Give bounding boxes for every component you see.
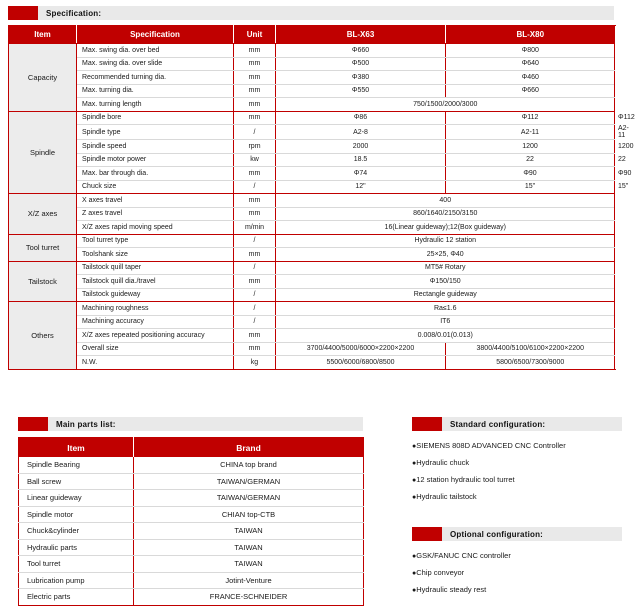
spec-value-cell-x80a: A2-11 bbox=[446, 125, 615, 140]
optional-config-section-label: Optional configuration: bbox=[450, 529, 544, 539]
table-row: Spindle motor power kw 18.5 22 22 bbox=[9, 153, 615, 167]
spec-unit-cell: mm bbox=[234, 194, 276, 208]
table-row bbox=[19, 457, 364, 473]
part-brand-cell: TAIWAN/GERMAN bbox=[134, 490, 364, 507]
spec-name-cell: Overall size bbox=[77, 342, 234, 356]
spec-value-cell-merged: Rectangle guideway bbox=[276, 288, 615, 302]
table-row bbox=[9, 248, 615, 262]
table-row bbox=[9, 44, 615, 58]
spec-name-cell: Tailstock guideway bbox=[77, 288, 234, 302]
optional-config-list bbox=[412, 548, 632, 599]
spec-unit-cell: mm bbox=[234, 111, 276, 125]
spec-value-cell-x63: A2-8 bbox=[276, 125, 446, 140]
parts-header-item: Item bbox=[19, 438, 134, 458]
spec-group-label: X/Z axes bbox=[9, 194, 77, 235]
bullet-icon: ● bbox=[412, 494, 417, 501]
spec-unit-cell: mm bbox=[234, 275, 276, 289]
part-brand-cell: TAIWAN bbox=[134, 539, 364, 556]
part-item-cell: Electric parts bbox=[19, 589, 134, 606]
bullet-icon: ● bbox=[412, 460, 417, 467]
spec-value-cell-x80a: 15" bbox=[446, 180, 615, 194]
table-row bbox=[19, 490, 364, 507]
spec-value-cell-x63: Φ86 bbox=[276, 111, 446, 125]
spec-name-cell: Machining roughness bbox=[77, 302, 234, 316]
spec-value-cell-merged: 16(Linear guideway);12(Box guideway) bbox=[276, 221, 615, 235]
spec-value-cell-merged: 400 bbox=[276, 194, 615, 208]
accent-swatch bbox=[412, 527, 442, 541]
spec-unit-cell: / bbox=[234, 261, 276, 275]
part-item-cell: Lubrication pump bbox=[19, 572, 134, 589]
spec-value-cell-x63: Φ550 bbox=[276, 84, 446, 98]
part-brand-cell: TAIWAN bbox=[134, 523, 364, 540]
spec-name-cell: Max. turning dia. bbox=[77, 84, 234, 98]
spec-unit-cell: mm bbox=[234, 98, 276, 112]
bullet-icon: ● bbox=[412, 553, 417, 560]
table-row: Chuck size / 12" 15" 15" bbox=[9, 180, 615, 194]
standard-config-list bbox=[412, 438, 632, 506]
spec-value-cell-x80: Φ640 bbox=[446, 57, 615, 71]
table-row bbox=[19, 539, 364, 556]
standard-config-section-label: Standard configuration: bbox=[450, 419, 546, 429]
standard-config-item bbox=[412, 455, 632, 472]
config-item-label: Chip conveyor bbox=[416, 568, 465, 577]
header-unit: Unit bbox=[234, 26, 276, 44]
accent-swatch bbox=[18, 417, 48, 431]
table-row bbox=[9, 221, 615, 235]
spec-name-cell: X/Z axes repeated positioning accuracy bbox=[77, 329, 234, 343]
part-item-cell: Ball screw bbox=[19, 473, 134, 490]
table-row bbox=[19, 556, 364, 573]
spec-group-label: Tool turret bbox=[9, 234, 77, 261]
spec-value-cell-merged: 25×25, Φ40 bbox=[276, 248, 615, 262]
spec-unit-cell: mm bbox=[234, 167, 276, 181]
spec-value-cell-merged: IT6 bbox=[276, 315, 615, 329]
spec-value-cell-x80: 3800/4400/5100/6100×2200×2200 bbox=[446, 342, 615, 356]
spec-name-cell: Max. swing dia. over bed bbox=[77, 44, 234, 58]
config-item-label: Hydraulic steady rest bbox=[416, 585, 487, 594]
spec-value-cell-x63: 18.5 bbox=[276, 153, 446, 167]
parts-header-row bbox=[19, 438, 364, 458]
table-row: Spindle type / A2-8 A2-11 A2-11 bbox=[9, 125, 615, 140]
table-row bbox=[9, 98, 615, 112]
part-brand-cell: CHIAN top-CTB bbox=[134, 506, 364, 523]
spec-value-cell-merged: Ra≤1.6 bbox=[276, 302, 615, 316]
header-blx80: BL-X80 bbox=[446, 26, 615, 44]
specification-table bbox=[8, 25, 635, 370]
standard-config-item bbox=[412, 438, 632, 455]
spec-name-cell: X axes travel bbox=[77, 194, 234, 208]
table-row bbox=[9, 57, 615, 71]
spec-unit-cell: mm bbox=[234, 329, 276, 343]
optional-config-item bbox=[412, 548, 632, 565]
table-row bbox=[9, 261, 615, 275]
bullet-icon: ● bbox=[412, 587, 417, 594]
spec-value-cell-x80: Φ800 bbox=[446, 44, 615, 58]
spec-group-label: Others bbox=[9, 302, 77, 370]
table-row bbox=[19, 506, 364, 523]
config-item-label: Hydraulic tailstock bbox=[416, 492, 477, 501]
spec-value-cell-x63: Φ660 bbox=[276, 44, 446, 58]
spec-unit-cell: mm bbox=[234, 342, 276, 356]
table-row bbox=[19, 473, 364, 490]
header-specification: Specification bbox=[77, 26, 234, 44]
spec-unit-cell: mm bbox=[234, 248, 276, 262]
table-row bbox=[19, 572, 364, 589]
header-item: Item bbox=[9, 26, 77, 44]
spec-value-cell-x80: Φ660 bbox=[446, 84, 615, 98]
table-row bbox=[9, 234, 615, 248]
standard-config-section-header bbox=[412, 417, 622, 431]
spec-unit-cell: mm bbox=[234, 57, 276, 71]
spec-unit-cell: mm bbox=[234, 44, 276, 58]
spec-name-cell: Max. bar through dia. bbox=[77, 167, 234, 181]
spec-value-cell-x80: 5800/6500/7300/9000 bbox=[446, 356, 615, 370]
spec-name-cell: Recommended turning dia. bbox=[77, 71, 234, 85]
table-row bbox=[9, 315, 615, 329]
table-row bbox=[9, 84, 615, 98]
table-row: Spindle Spindle bore mm Φ86 Φ112 Φ112 bbox=[9, 111, 615, 125]
spec-name-cell: Spindle speed bbox=[77, 140, 234, 154]
spec-value-cell-x80a: 1200 bbox=[446, 140, 615, 154]
spec-value-cell-x63: 12" bbox=[276, 180, 446, 194]
table-row: Max. bar through dia. mm Φ74 Φ90 Φ90 bbox=[9, 167, 615, 181]
optional-config-item bbox=[412, 565, 632, 582]
spec-name-cell: Tailstock quill taper bbox=[77, 261, 234, 275]
table-row bbox=[9, 329, 615, 343]
spec-value-cell-merged: 860/1640/2150/3150 bbox=[276, 207, 615, 221]
spec-name-cell: Max. swing dia. over slide bbox=[77, 57, 234, 71]
main-parts-table bbox=[18, 437, 364, 606]
spec-name-cell: X/Z axes rapid moving speed bbox=[77, 221, 234, 235]
spec-value-cell-x80a: 22 bbox=[446, 153, 615, 167]
accent-swatch bbox=[8, 6, 38, 20]
spec-unit-cell: mm bbox=[234, 71, 276, 85]
specification-section-header bbox=[8, 6, 614, 20]
optional-config-item bbox=[412, 582, 632, 599]
spec-unit-cell: kw bbox=[234, 153, 276, 167]
parts-header-brand: Brand bbox=[134, 438, 364, 458]
optional-config-section-header bbox=[412, 527, 622, 541]
table-row: Spindle speed rpm 2000 1200 1200 bbox=[9, 140, 615, 154]
spec-unit-cell: / bbox=[234, 315, 276, 329]
specification-section-label: Specification: bbox=[46, 8, 102, 18]
spec-name-cell: Toolshank size bbox=[77, 248, 234, 262]
part-item-cell: Spindle motor bbox=[19, 506, 134, 523]
spec-unit-cell: / bbox=[234, 180, 276, 194]
main-parts-section-label: Main parts list: bbox=[56, 419, 116, 429]
spec-value-cell-x63: 5500/6000/6800/8500 bbox=[276, 356, 446, 370]
part-brand-cell: CHINA top brand bbox=[134, 457, 364, 473]
table-header-row bbox=[9, 26, 615, 44]
table-row bbox=[9, 356, 615, 370]
spec-value-cell-x63: Φ500 bbox=[276, 57, 446, 71]
part-brand-cell: TAIWAN bbox=[134, 556, 364, 573]
table-row bbox=[9, 288, 615, 302]
spec-value-cell-merged: 750/1500/2000/3000 bbox=[276, 98, 615, 112]
table-row bbox=[9, 302, 615, 316]
standard-config-item bbox=[412, 472, 632, 489]
bullet-icon: ● bbox=[412, 477, 417, 484]
spec-unit-cell: / bbox=[234, 234, 276, 248]
table-row bbox=[9, 342, 615, 356]
table-row bbox=[9, 71, 615, 85]
spec-value-cell-x80a: Φ112 bbox=[446, 111, 615, 125]
table-row bbox=[9, 207, 615, 221]
spec-value-cell-merged: Φ150/150 bbox=[276, 275, 615, 289]
spec-name-cell: Tool turret type bbox=[77, 234, 234, 248]
config-item-label: 12 station hydraulic tool turret bbox=[416, 475, 515, 484]
spec-unit-cell: kg bbox=[234, 356, 276, 370]
table-row bbox=[9, 275, 615, 289]
spec-name-cell: Z axes travel bbox=[77, 207, 234, 221]
spec-name-cell: Tailstock quill dia./travel bbox=[77, 275, 234, 289]
spec-group-label: Tailstock bbox=[9, 261, 77, 302]
spec-group-label: Spindle bbox=[9, 111, 77, 194]
spec-value-cell-x63: Φ74 bbox=[276, 167, 446, 181]
table-row bbox=[9, 194, 615, 208]
spec-unit-cell: / bbox=[234, 302, 276, 316]
spec-value-cell-x80a: Φ90 bbox=[446, 167, 615, 181]
spec-unit-cell: / bbox=[234, 288, 276, 302]
part-item-cell: Hydraulic parts bbox=[19, 539, 134, 556]
config-item-label: SIEMENS 808D ADVANCED CNC Controller bbox=[416, 441, 566, 450]
part-item-cell: Tool turret bbox=[19, 556, 134, 573]
spec-name-cell: Spindle motor power bbox=[77, 153, 234, 167]
table-row bbox=[19, 523, 364, 540]
spec-unit-cell: m/min bbox=[234, 221, 276, 235]
table-row bbox=[19, 589, 364, 606]
spec-unit-cell: / bbox=[234, 125, 276, 140]
main-parts-table-body bbox=[19, 457, 364, 605]
main-parts-section-header bbox=[18, 417, 363, 431]
spec-name-cell: Spindle bore bbox=[77, 111, 234, 125]
spec-name-cell: Chuck size bbox=[77, 180, 234, 194]
standard-config-item bbox=[412, 489, 632, 506]
spec-unit-cell: mm bbox=[234, 84, 276, 98]
config-item-label: Hydraulic chuck bbox=[416, 458, 470, 467]
part-item-cell: Spindle Bearing bbox=[19, 457, 134, 473]
part-item-cell: Chuck&cylinder bbox=[19, 523, 134, 540]
part-brand-cell: TAIWAN/GERMAN bbox=[134, 473, 364, 490]
spec-group-label: Capacity bbox=[9, 44, 77, 112]
spec-unit-cell: rpm bbox=[234, 140, 276, 154]
bullet-icon: ● bbox=[412, 443, 417, 450]
spec-name-cell: Machining accuracy bbox=[77, 315, 234, 329]
specification-table-body bbox=[9, 44, 635, 370]
spec-value-cell-merged: Hydraulic 12 station bbox=[276, 234, 615, 248]
part-item-cell: Linear guideway bbox=[19, 490, 134, 507]
bullet-icon: ● bbox=[412, 570, 417, 577]
spec-unit-cell: mm bbox=[234, 207, 276, 221]
part-brand-cell: Jotint-Venture bbox=[134, 572, 364, 589]
spec-value-cell-x63: Φ380 bbox=[276, 71, 446, 85]
accent-swatch bbox=[412, 417, 442, 431]
config-item-label: GSK/FANUC CNC controller bbox=[416, 551, 511, 560]
spec-value-cell-x63: 3700/4400/5000/6000×2200×2200 bbox=[276, 342, 446, 356]
header-blx63: BL-X63 bbox=[276, 26, 446, 44]
spec-name-cell: Spindle type bbox=[77, 125, 234, 140]
spec-name-cell: Max. turning length bbox=[77, 98, 234, 112]
spec-name-cell: N.W. bbox=[77, 356, 234, 370]
spec-value-cell-merged: MT5# Rotary bbox=[276, 261, 615, 275]
spec-value-cell-x63: 2000 bbox=[276, 140, 446, 154]
spec-value-cell-merged: 0.008/0.01(0.013) bbox=[276, 329, 615, 343]
spec-value-cell-x80: Φ460 bbox=[446, 71, 615, 85]
part-brand-cell: FRANCE-SCHNEIDER bbox=[209, 592, 288, 602]
